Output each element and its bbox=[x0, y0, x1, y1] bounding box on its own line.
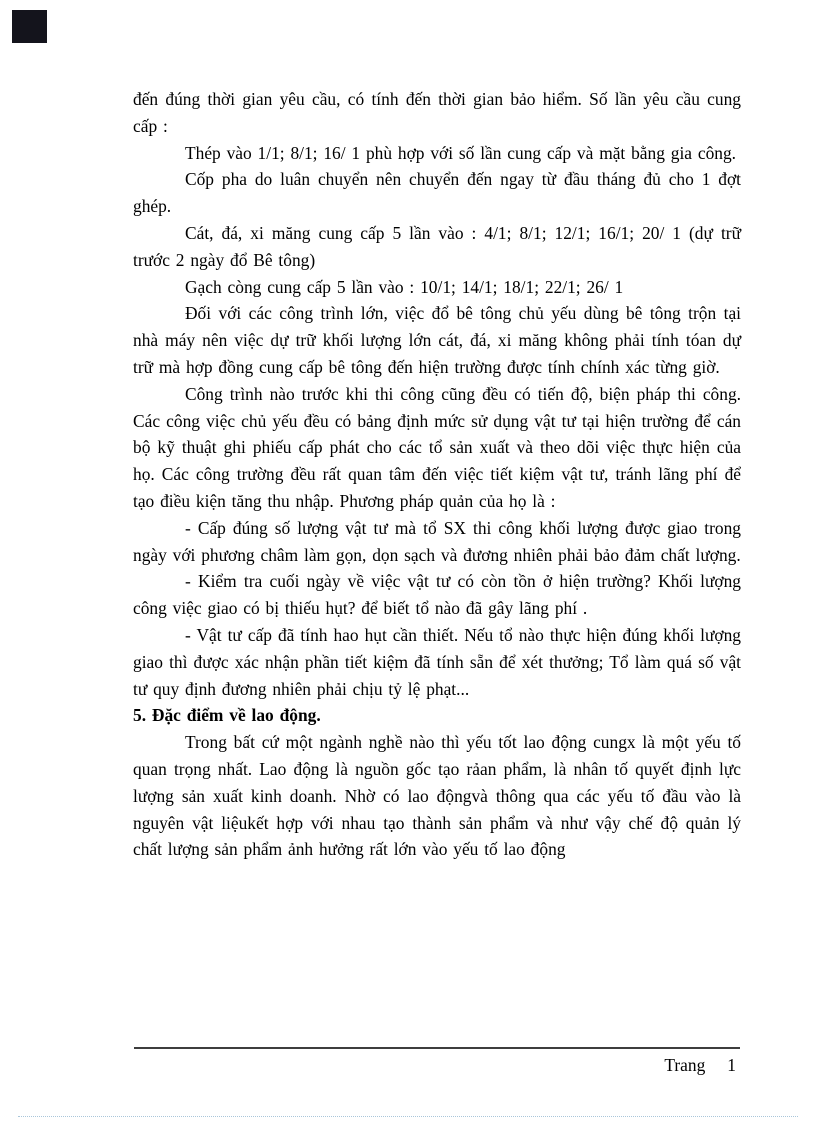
page-number-label: Trang bbox=[664, 1055, 706, 1075]
paragraph: Thép vào 1/1; 8/1; 16/ 1 phù hợp với số lần cung cấp và mặt bằng gia công. bbox=[185, 142, 737, 163]
section-heading: 5. Đặc điểm về lao động. bbox=[133, 705, 321, 726]
paragraph: - Vật tư cấp đã tính hao hụt cần thiết. Nếu tổ nào thực hiện đúng khối lượng giao thì được xác nhận phần tiết kiệm đã tính sẵn để xét thưởng; Tổ làm quá số vật tư quy định đương nhiên phải chịu tỷ lệ phạt... bbox=[133, 624, 741, 699]
page-number-value: 1 bbox=[727, 1055, 736, 1075]
paragraph: Cốp pha do luân chuyển nên chuyển đến ngay từ đầu tháng đủ cho 1 đợt ghép. bbox=[133, 169, 741, 217]
page-body-text bbox=[133, 86, 741, 863]
paragraph: Cát, đá, xi măng cung cấp 5 lần vào : 4/1; 8/1; 12/1; 16/1; 20/ 1 (dự trữ trước 2 ngày đổ Bê tông) bbox=[133, 222, 741, 270]
footer-rule bbox=[134, 1047, 740, 1049]
paragraph: - Cấp đúng số lượng vật tư mà tổ SX thi công khối lượng được giao trong ngày với phương châm làm gọn, dọn sạch và đương nhiên phải bảo đảm chất lượng. bbox=[133, 517, 741, 565]
paragraph: Đối với các công trình lớn, việc đổ bê tông chủ yếu dùng bê tông trộn tại nhà máy nên việc dự trữ khối lượng lớn cát, đá, xi măng không phải tính tóan dự trữ mà hợp đồng cung cấp bê tông đến hiện trường được tính chính xác từng giờ. bbox=[133, 303, 741, 377]
paragraph: Trong bất cứ một ngành nghề nào thì yếu tốt lao động cungx là một yếu tố quan trọng nhất. Lao động là nguồn gốc tạo rảan phẩm, là nhân tố quyết định lực lượng sản xuất kinh doanh. Nhờ có lao độngvà thông qua các yếu tố đầu vào là nguyên vật liệukết hợp với nhau tạo thành sản phẩm và như vậy chế độ quản lý chất lượng sản phẩm ảnh hưởng rất lớn vào yếu tố lao động bbox=[133, 732, 741, 860]
corner-mark bbox=[12, 10, 47, 43]
page-footer bbox=[133, 1052, 736, 1078]
paragraph: đến đúng thời gian yêu cầu, có tính đến thời gian bảo hiểm. Số lần yêu cầu cung cấp : bbox=[133, 89, 741, 136]
paragraph: Công trình nào trước khi thi công cũng đều có tiến độ, biện pháp thi công. Các công việc chủ yếu đều có bảng định mức sử dụng vật tư tại hiện trường để cán bộ kỹ thuật ghi phiếu cấp phát cho các tổ sản xuất và theo dõi việc thực hiện của họ. Các công trường đều rất quan tâm đến việc tiết kiệm vật tư, tránh lãng phí để tạo điều kiện tăng thu nhập. Phương pháp quản của họ là : bbox=[133, 383, 741, 511]
paragraph: - Kiểm tra cuối ngày về việc vật tư có còn tồn ở hiện trường? Khối lượng công việc giao có bị thiếu hụt? để biết tổ nào đã gây lãng phí . bbox=[133, 571, 741, 619]
page-bottom-divider bbox=[18, 1116, 798, 1117]
paragraph: Gạch còng cung cấp 5 lần vào : 10/1; 14/1; 18/1; 22/1; 26/ 1 bbox=[185, 276, 624, 297]
